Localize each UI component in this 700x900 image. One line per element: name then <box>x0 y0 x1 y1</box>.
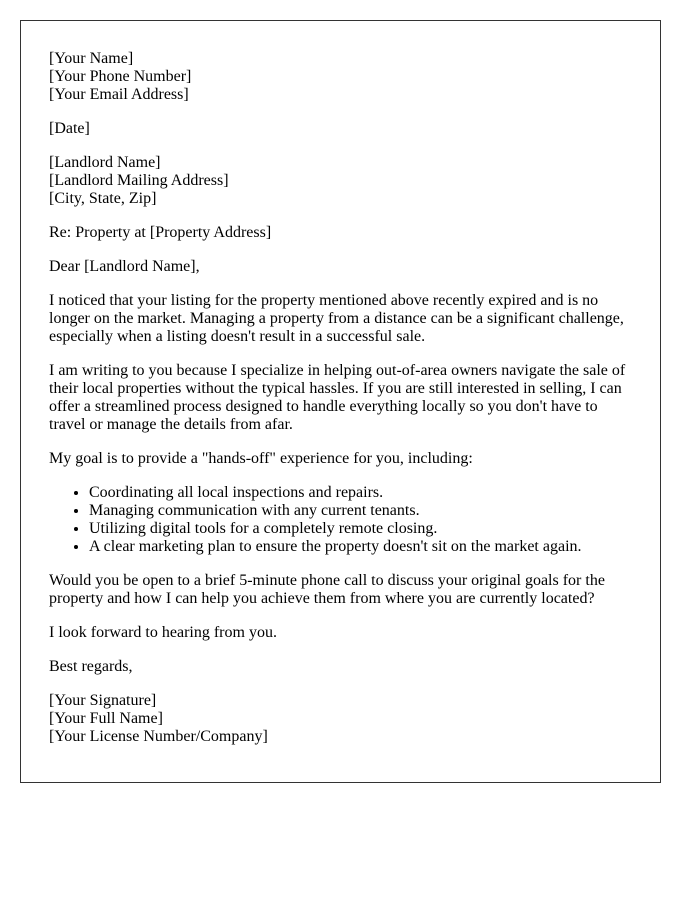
list-item: • A clear marketing plan to ensure the property doesn't sit on the market again. <box>89 538 632 556</box>
list-item: • Coordinating all local inspections and repairs. <box>89 484 632 502</box>
signature-license-company: [Your License Number/Company] <box>49 728 268 745</box>
sender-email: [Your Email Address] <box>49 86 189 103</box>
sign-off: Best regards, <box>49 658 133 675</box>
signature-line: [Your Signature] <box>49 692 157 709</box>
body-paragraph-2: I am writing to you because I specialize in helping out-of-area owners navigate the sale of their local properties without the typical hassles. If you are still interested in selling, I can offer a streamlined process designed to handle everything locally so you don't have to travel or manage the details from afar. <box>49 362 626 433</box>
letter-document <box>20 20 661 783</box>
salutation: Dear [Landlord Name], <box>49 258 200 275</box>
services-list <box>49 484 632 556</box>
closing-paragraph-2: I look forward to hearing from you. <box>49 624 277 641</box>
recipient-name: [Landlord Name] <box>49 154 161 171</box>
body-paragraph-1: I noticed that your listing for the property mentioned above recently expired and is no longer on the market. Managing a property from a distance can be a significant challenge, especially when a listing doesn't result in a successful sale. <box>49 292 624 345</box>
list-item: • Utilizing digital tools for a completely remote closing. <box>89 520 632 538</box>
closing-paragraph-1: Would you be open to a brief 5-minute phone call to discuss your original goals for the property and how I can help you achieve them from where you are currently located? <box>49 572 605 607</box>
sender-phone: [Your Phone Number] <box>49 68 192 85</box>
signature-full-name: [Your Full Name] <box>49 710 163 727</box>
body-paragraph-3: My goal is to provide a "hands-off" experience for you, including: <box>49 450 473 467</box>
signature-block <box>49 692 632 746</box>
recipient-mailing-address: [Landlord Mailing Address] <box>49 172 229 189</box>
list-item: • Managing communication with any current tenants. <box>89 502 632 520</box>
letter-date: [Date] <box>49 120 90 137</box>
sender-block <box>49 50 632 104</box>
recipient-block <box>49 154 632 208</box>
subject-line: Re: Property at [Property Address] <box>49 224 272 241</box>
sender-name: [Your Name] <box>49 50 134 67</box>
recipient-city-state-zip: [City, State, Zip] <box>49 190 157 207</box>
